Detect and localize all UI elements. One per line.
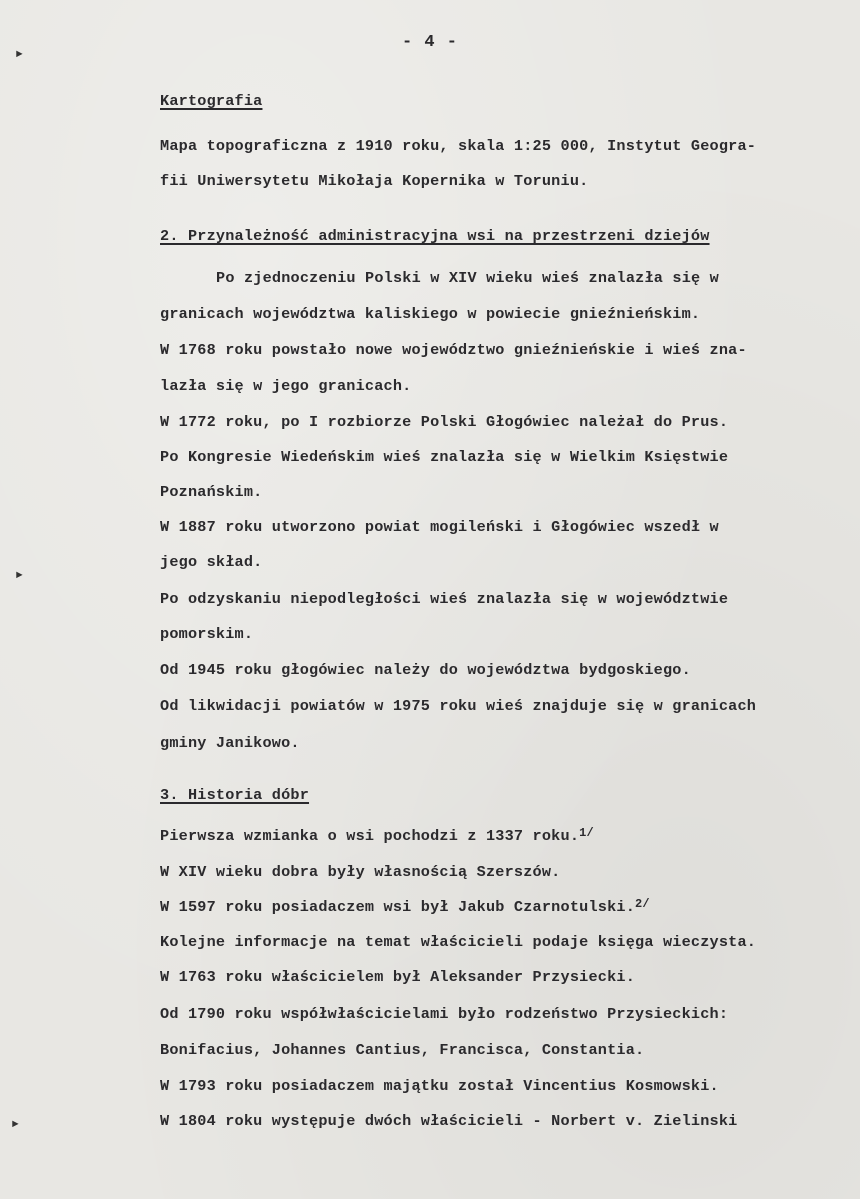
text-line: Bonifacius, Johannes Cantius, Francisca, Constantia. xyxy=(160,1041,645,1059)
text-line: Od 1945 roku głogówiec należy do województwa bydgoskiego. xyxy=(160,661,691,679)
text-line: W XIV wieku dobra były własnością Szerszów. xyxy=(160,863,561,881)
page-number: - 4 - xyxy=(401,33,458,52)
text-line: Od likwidacji powiatów w 1975 roku wieś znajduje się w granicach xyxy=(160,697,757,715)
text-line xyxy=(160,897,650,918)
footnote-marker: 1/ xyxy=(579,826,594,840)
text-line: fii Uniwersytetu Mikołaja Kopernika w Toruniu. xyxy=(160,172,589,190)
text-line: W 1887 roku utworzono powiat mogileński i Głogówiec wszedł w xyxy=(160,518,719,536)
margin-mark-bottom: ► xyxy=(12,1119,19,1131)
text-line: lazła się w jego granicach. xyxy=(160,377,412,395)
text-line: pomorskim. xyxy=(160,625,254,643)
text-line: Po Kongresie Wiedeńskim wieś znalazła się w Wielkim Księstwie xyxy=(160,448,729,466)
text-line: Kolejne informacje na temat właścicieli podaje księga wieczysta. xyxy=(160,933,757,951)
text-line: Po odzyskaniu niepodległości wieś znalazła się w województwie xyxy=(160,590,729,608)
margin-mark-top: ► xyxy=(16,49,23,61)
text-line: Mapa topograficzna z 1910 roku, skala 1:25 000, Instytut Geogra- xyxy=(160,137,757,155)
text-line: W 1804 roku występuje dwóch właścicieli - Norbert v. Zielinski xyxy=(160,1112,738,1130)
text-line: gminy Janikowo. xyxy=(160,734,300,752)
text-line: granicach województwa kaliskiego w powiecie gnieźnieńskim. xyxy=(160,305,701,323)
section-heading-estate-history: 3. Historia dóbr xyxy=(160,786,310,804)
text-line xyxy=(160,826,594,847)
section-heading-administration: 2. Przynależność administracyjna wsi na przestrzeni dziejów xyxy=(160,227,710,245)
text-line-content: W 1597 roku posiadaczem wsi był Jakub Czarnotulski. xyxy=(160,898,636,916)
text-line: jego skład. xyxy=(160,553,263,571)
text-line: W 1793 roku posiadaczem majątku został Vincentius Kosmowski. xyxy=(160,1077,719,1095)
text-line: Po zjednoczeniu Polski w XIV wieku wieś znalazła się w xyxy=(216,269,719,287)
text-line: W 1772 roku, po I rozbiorze Polski Głogówiec należał do Prus. xyxy=(160,413,729,431)
text-line: Od 1790 roku współwłaścicielami było rodzeństwo Przysieckich: xyxy=(160,1005,729,1023)
section-heading-cartography: Kartografia xyxy=(160,92,263,110)
text-line: W 1763 roku właścicielem był Aleksander Przysiecki. xyxy=(160,968,636,986)
margin-mark-middle: ► xyxy=(16,570,23,582)
footnote-marker: 2/ xyxy=(635,897,650,911)
text-line: Poznańskim. xyxy=(160,483,263,501)
text-line-content: Pierwsza wzmianka o wsi pochodzi z 1337 roku. xyxy=(160,827,580,845)
text-line: W 1768 roku powstało nowe województwo gnieźnieńskie i wieś zna- xyxy=(160,341,747,359)
